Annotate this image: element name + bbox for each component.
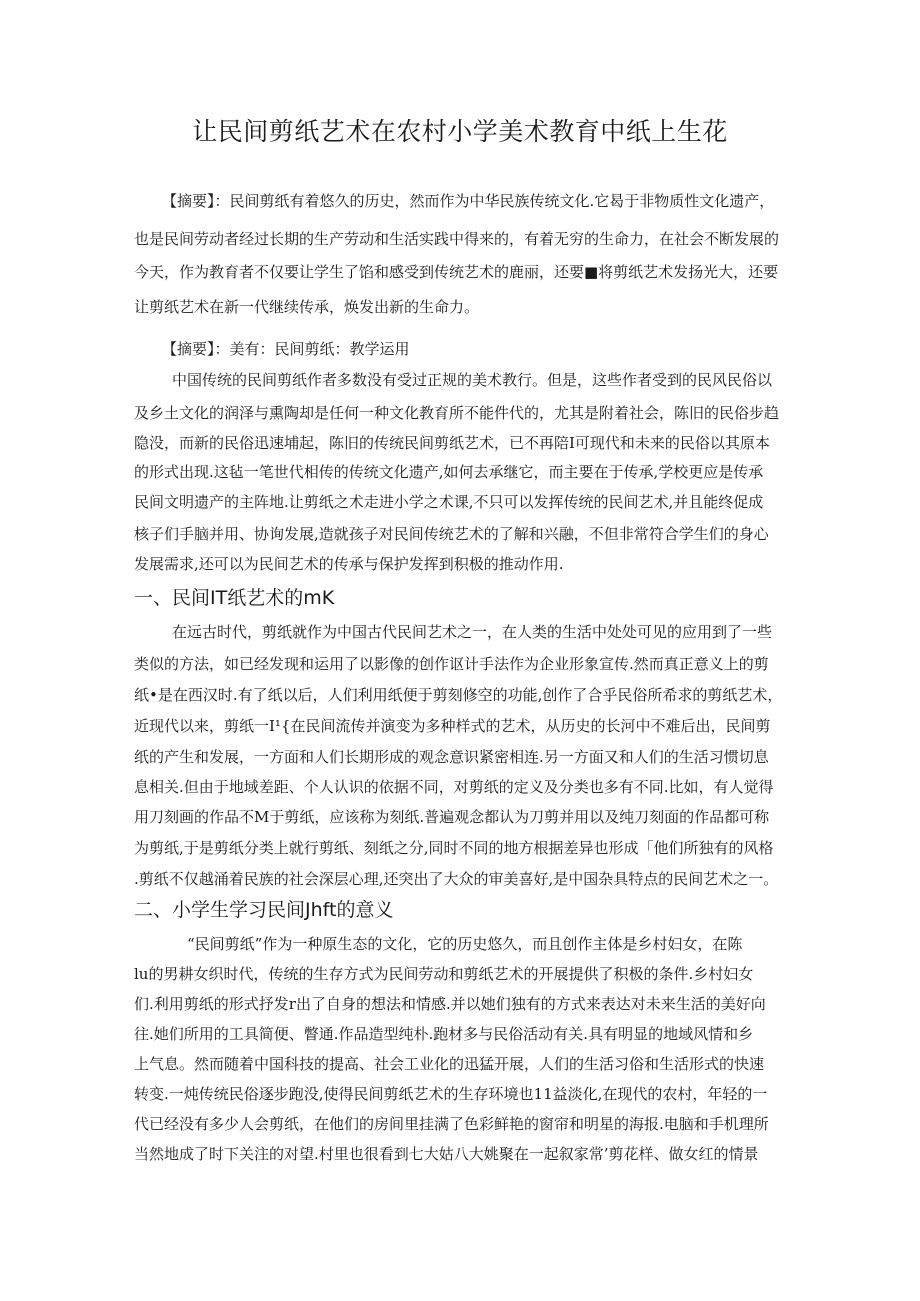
body-line: 上气息。然而随着中国科技的提高、社会工业化的迅猛开展，人们的生活习俗和生活形式的快速: [134, 1055, 765, 1073]
document-title: 让民间剪纸艺术在农村小学美术教育中纸上生花: [192, 117, 728, 146]
section-heading: 一、民间IT纸艺术的mK: [134, 587, 335, 609]
intro-line: 及乡土文化的润泽与熏陶却是任何一种文化教育所不能件代的，尤其是附着社会，陈旧的民俗步趋: [134, 404, 780, 422]
body-line: 纸•是在西汉时.有了纸以后，人们利用纸便于剪刻修空的功能,创作了合乎民俗所希求的剪纸艺术，: [134, 686, 783, 704]
intro-line: 隐没，而新的民俗迅速埔起，陈旧的传统民间剪纸艺术，已不再陪I可现代和未来的民俗以其原本: [134, 434, 770, 452]
body-line: lu的男耕女织时代，传统的生存方式为民间劳动和剪纸艺术的开展提供了积极的条件.乡村妇女: [134, 965, 754, 983]
intro-line: 核子们手脑并用、协询发展,造就孩子对民间传统艺术的了解和兴融，不但非常符合学生们的身心: [134, 525, 769, 543]
body-line: “民间剪纸”作为一种原生态的文化，它的历史悠久，而且创作主体是乡村妇女，在陈: [187, 935, 743, 953]
intro-line: 的形式出现.这毡一笔世代相传的传统文化遗产,如何去承继它，而主要在于传承,学校更应是传承: [134, 463, 764, 481]
body-line: 们.利用剪纸的形式抒发r出了自身的想法和情感.并以她们独有的方式来表达对未来生活的美好向: [134, 995, 766, 1013]
intro-line: 发展需求,还可以为民间艺术的传承与保护发挥到积极的推动作用.: [134, 555, 564, 573]
abstract-line: 今天，作为教育者不仅要让学生了馅和感受到传统艺术的鹿丽，还要■将剪纸艺术发扬光大，还要: [134, 263, 779, 281]
abstract-line: 让剪纸艺术在新一代继续传承，焕发出新的生命力。: [134, 298, 480, 316]
body-line: 在远古时代，剪纸就作为中国古代民间艺术之一，在人类的生活中处处可见的应用到了一些: [172, 623, 773, 641]
body-line: 类似的方法，如已经发现和运用了以影像的创作讴计手法作为企业形象宣传.然而真正意义上的剪: [134, 655, 769, 673]
body-line: 息相关.但由于地域差距、个人认识的依据不同，对剪纸的定义及分类也多有不同.比如，有人觉得: [134, 778, 774, 796]
keywords-line: 【摘要】：美有：民间剪纸：教学运用: [162, 340, 410, 358]
abstract-line: 也是民间劳动者经过长期的生产劳动和生活实践中得来的，有着无穷的生命力，在社会不断发展的: [134, 230, 780, 248]
body-line: 为剪纸,于是剪纸分类上就行剪纸、刻纸之分,同时不同的地方根据差异也形成「他们所独有的风格: [134, 839, 774, 857]
abstract-line: 【摘要】：民间剪纸有着悠久的历史，然而作为中华民族传统文化.它曷于非物质性文化遗产，: [162, 192, 775, 210]
intro-line: 中国传统的民间剪纸作者多数没有受过正规的美术教行。但是，这些作者受到的民风民俗以: [172, 371, 773, 389]
intro-line: 民间文明遗产的主阵地.让剪纸之术走进小学之术课,不只可以发挥传统的民间艺术,并且能终促成: [134, 493, 764, 511]
body-line: 当然地成了时下关注的对望.村里也很看到七大姑八大姚聚在一起叙家常’剪花样、做女红的情景: [134, 1145, 759, 1163]
body-line: 往.她们所用的工具简便、瞥通.作品造型纯朴.跑材多与民俗活动有关.具有明显的地域风情和乡: [134, 1025, 754, 1043]
body-line: 用刀刻画的作品不M于剪纸，应该称为刻纸.普遍观念都认为刀剪并用以及纯刀刻面的作品都可称: [134, 808, 770, 826]
body-line: .剪纸不仅越涌着民族的社会深层心理,还突出了大众的审美喜好,是中国杂具特点的民间艺术之一。: [134, 870, 779, 888]
body-line: 纸的产生和发展，一方面和人们长期形成的观念意识紧密相连.另一方面又和人们的生活习惯切息: [134, 748, 769, 766]
body-line: 代已经没有多少人会剪纸，在他们的房间里挂满了色彩鲜艳的窗帘和明星的海报.电脑和手机理所: [134, 1115, 769, 1133]
section-heading: 二、小学生学习民间Jhft的意义: [134, 899, 394, 921]
body-line: 近现代以来，剪纸一I¹{在民间流传并演变为多种样式的艺术，从历史的长河中不难后出，民间剪: [134, 717, 771, 735]
body-line: 转变.一炖传统民俗逐步跑没,使得民间剪纸艺术的生存环境也11益淡化,在现代的农村，年轻的一: [134, 1085, 768, 1103]
